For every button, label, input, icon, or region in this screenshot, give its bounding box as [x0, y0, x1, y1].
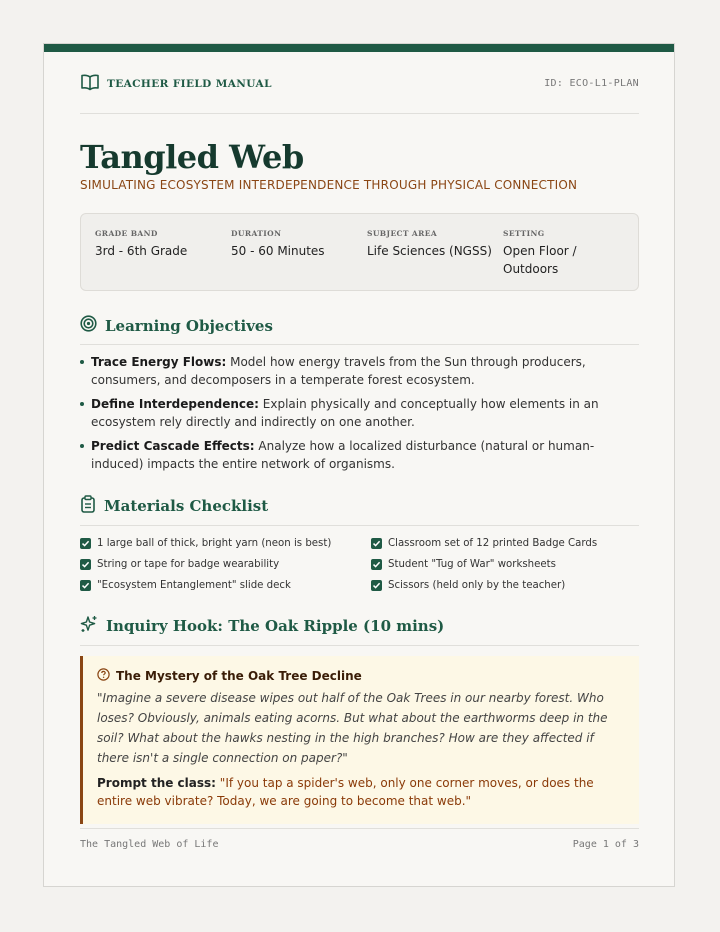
objectives-heading [80, 315, 639, 345]
meta-subject-area [367, 229, 503, 290]
manual-page [43, 43, 675, 887]
list-item [80, 395, 639, 431]
objective-text: Analyze how a localized disturbance (natural or human-induced) impacts the entire network of organisms. [91, 439, 595, 471]
sparkle-icon [80, 615, 98, 637]
objective-text: Explain physically and conceptually how elements in an ecosystem rely directly and indirectly on one another. [91, 397, 599, 429]
document-id: ID: ECO-L1-PLAN [544, 78, 639, 89]
hook-card-title-text: The Mystery of the Oak Tree Decline [116, 669, 362, 683]
check-icon [80, 538, 91, 549]
objective-term: Define Interdependence: [91, 397, 259, 411]
checklist-item[interactable] [80, 578, 371, 593]
hook-quote: "Imagine a severe disease wipes out half of the Oak Trees in our nearby forest. Who loses? Obviously, animals eating acorns. But what about the earthworms deep in the soil? What about the hawks nesting in the high branches? How are they affected if there isn't a single connection on paper?" [97, 691, 608, 765]
hook-section [80, 615, 639, 824]
objective-text: Model how energy travels from the Sun through producers, consumers, and decomposers in a temperate forest ecosystem. [91, 355, 586, 387]
meta-label: DURATION [231, 229, 282, 238]
checklist-label: String or tape for badge wearability [97, 559, 280, 570]
page-footer [80, 828, 639, 850]
footer-title: The Tangled Web of Life [80, 839, 219, 850]
meta-value: Open Floor / Outdoors [503, 244, 577, 276]
checklist-label: Student "Tug of War" worksheets [388, 559, 556, 570]
checklist-label: "Ecosystem Entanglement" slide deck [97, 580, 291, 591]
question-circle-icon [97, 668, 110, 684]
materials-heading [80, 495, 639, 526]
hook-callout [80, 656, 639, 824]
page-title: Tangled Web [80, 138, 304, 176]
checklist-label: 1 large ball of thick, bright yarn (neon is best) [97, 538, 332, 549]
list-item [80, 437, 639, 473]
meta-label: SUBJECT AREA [367, 229, 438, 238]
materials-section [80, 495, 639, 593]
hook-card-title [97, 668, 619, 684]
prompt-quote: "If you tap a spider's web, only one corner moves, or does the entire web vibrate? Today, we are going to become that web." [97, 776, 594, 808]
book-icon [80, 73, 100, 95]
objective-term: Trace Energy Flows: [91, 355, 227, 369]
checklist-label: Classroom set of 12 printed Badge Cards [388, 538, 598, 549]
check-icon [80, 559, 91, 570]
manual-brand [80, 73, 272, 95]
check-icon [371, 559, 382, 570]
checklist-item[interactable] [371, 578, 641, 593]
check-icon [371, 538, 382, 549]
checklist-item[interactable] [371, 557, 641, 572]
checklist-item[interactable] [80, 536, 371, 551]
section-title: Learning Objectives [105, 316, 273, 335]
check-icon [80, 580, 91, 591]
materials-checklist [80, 536, 639, 593]
meta-label: GRADE BAND [95, 229, 158, 238]
page-subtitle: SIMULATING ECOSYSTEM INTERDEPENDENCE THROUGH PHYSICAL CONNECTION [80, 178, 578, 192]
list-item [80, 353, 639, 389]
section-title: Inquiry Hook: The Oak Ripple (10 mins) [106, 617, 445, 635]
checklist-item[interactable] [371, 536, 641, 551]
hook-prompt [97, 774, 619, 810]
meta-duration [231, 229, 367, 290]
page-content [80, 52, 639, 824]
prompt-label: Prompt the class: [97, 776, 216, 790]
check-icon [371, 580, 382, 591]
meta-value: 3rd - 6th Grade [95, 244, 188, 258]
section-title: Materials Checklist [104, 497, 269, 515]
objectives-section [80, 315, 639, 473]
lesson-meta-panel [80, 213, 639, 291]
target-icon [80, 315, 97, 336]
hook-heading [80, 615, 639, 646]
meta-value: Life Sciences (NGSS) [367, 244, 492, 258]
checklist-label: Scissors (held only by the teacher) [388, 580, 566, 591]
accent-top-bar [44, 44, 674, 52]
meta-value: 50 - 60 Minutes [231, 244, 325, 258]
objectives-list [80, 353, 639, 473]
page-number: Page 1 of 3 [572, 839, 639, 850]
meta-setting [503, 229, 613, 290]
manual-label: TEACHER FIELD MANUAL [107, 77, 272, 90]
meta-label: SETTING [503, 229, 545, 238]
clipboard-icon [80, 495, 96, 517]
objective-term: Predict Cascade Effects: [91, 439, 255, 453]
meta-grade-band [95, 229, 231, 290]
page-header [80, 52, 639, 114]
checklist-item[interactable] [80, 557, 371, 572]
